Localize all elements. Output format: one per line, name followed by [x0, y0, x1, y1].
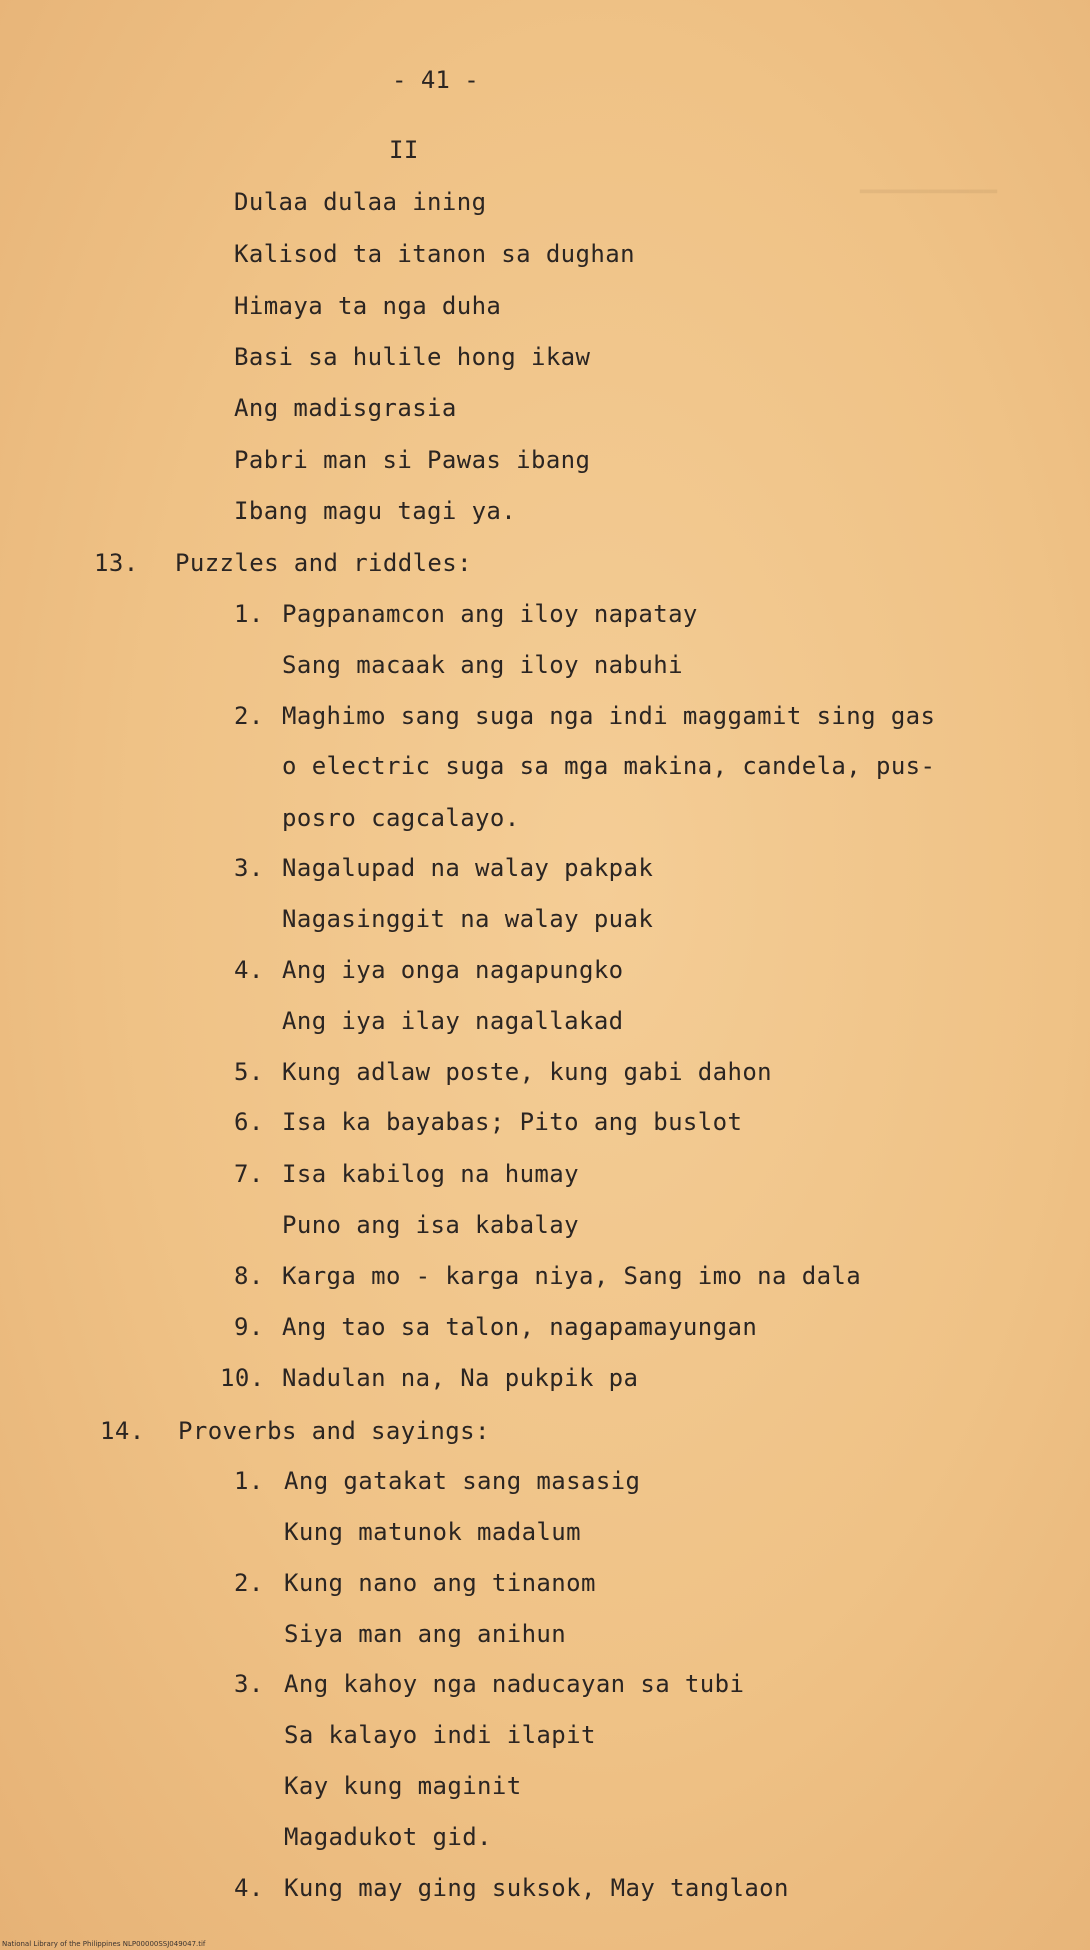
riddle-line: posro cagcalayo. — [282, 804, 520, 832]
riddle-line: Ang iya onga nagapungko — [282, 956, 624, 984]
item-number: 7. — [234, 1160, 264, 1188]
riddle-line: Ang tao sa talon, nagapamayungan — [282, 1313, 758, 1341]
stanza-numeral: II — [389, 136, 419, 164]
item-number: 10. — [220, 1364, 265, 1392]
stanza-line: Himaya ta nga duha — [234, 292, 502, 320]
proverb-line: Magadukot gid. — [284, 1823, 492, 1851]
section-number: 13. — [94, 549, 139, 577]
riddle-line: Karga mo - karga niya, Sang imo na dala — [282, 1262, 862, 1290]
riddle-line: Sang macaak ang iloy nabuhi — [282, 651, 683, 679]
section-heading: Puzzles and riddles: — [175, 549, 472, 577]
riddle-line: Maghimo sang suga nga indi maggamit sing gas — [282, 702, 936, 730]
riddle-line: Isa ka bayabas; Pito ang buslot — [282, 1108, 743, 1136]
riddle-line: Puno ang isa kabalay — [282, 1211, 579, 1239]
proverb-line: Ang kahoy nga naducayan sa tubi — [284, 1670, 745, 1698]
proverb-line: Sa kalayo indi ilapit — [284, 1721, 596, 1749]
riddle-line: o electric suga sa mga makina, candela, pus- — [282, 752, 936, 780]
riddle-line: Isa kabilog na humay — [282, 1160, 579, 1188]
item-number: 8. — [234, 1262, 264, 1290]
item-number: 1. — [234, 1467, 264, 1495]
stanza-line: Ibang magu tagi ya. — [234, 497, 517, 525]
stanza-line: Ang madisgrasia — [234, 394, 457, 422]
proverb-line: Ang gatakat sang masasig — [284, 1467, 641, 1495]
stanza-line: Basi sa hulile hong ikaw — [234, 343, 591, 371]
item-number: 4. — [234, 956, 264, 984]
item-number: 5. — [234, 1058, 264, 1086]
item-number: 6. — [234, 1108, 264, 1136]
riddle-line: Nagalupad na walay pakpak — [282, 854, 654, 882]
riddle-line: Kung adlaw poste, kung gabi dahon — [282, 1058, 773, 1086]
item-number: 4. — [234, 1874, 264, 1902]
riddle-line: Pagpanamcon ang iloy napatay — [282, 600, 698, 628]
item-number: 3. — [234, 1670, 264, 1698]
proverb-line: Kay kung maginit — [284, 1772, 522, 1800]
riddle-line: Nadulan na, Na pukpik pa — [282, 1364, 639, 1392]
section-heading: Proverbs and sayings: — [178, 1417, 490, 1445]
page-number: - 41 - — [392, 66, 479, 94]
stanza-line: Dulaa dulaa ining — [234, 188, 487, 216]
item-number: 2. — [234, 1569, 264, 1597]
bleed-through: ━━━━━━━━━━ — [860, 180, 998, 205]
proverb-line: Kung matunok madalum — [284, 1518, 581, 1546]
item-number: 9. — [234, 1313, 264, 1341]
stanza-line: Pabri man si Pawas ibang — [234, 446, 591, 474]
scan-footer: National Library of the Philippines NLP00000SSJ049047.tif — [2, 1940, 206, 1948]
proverb-line: Kung may ging suksok, May tanglaon — [284, 1874, 789, 1902]
riddle-line: Nagasinggit na walay puak — [282, 905, 654, 933]
proverb-line: Siya man ang anihun — [284, 1620, 567, 1648]
riddle-line: Ang iya ilay nagallakad — [282, 1007, 624, 1035]
item-number: 1. — [234, 600, 264, 628]
proverb-line: Kung nano ang tinanom — [284, 1569, 596, 1597]
section-number: 14. — [100, 1417, 145, 1445]
item-number: 2. — [234, 702, 264, 730]
item-number: 3. — [234, 854, 264, 882]
stanza-line: Kalisod ta itanon sa dughan — [234, 240, 635, 268]
